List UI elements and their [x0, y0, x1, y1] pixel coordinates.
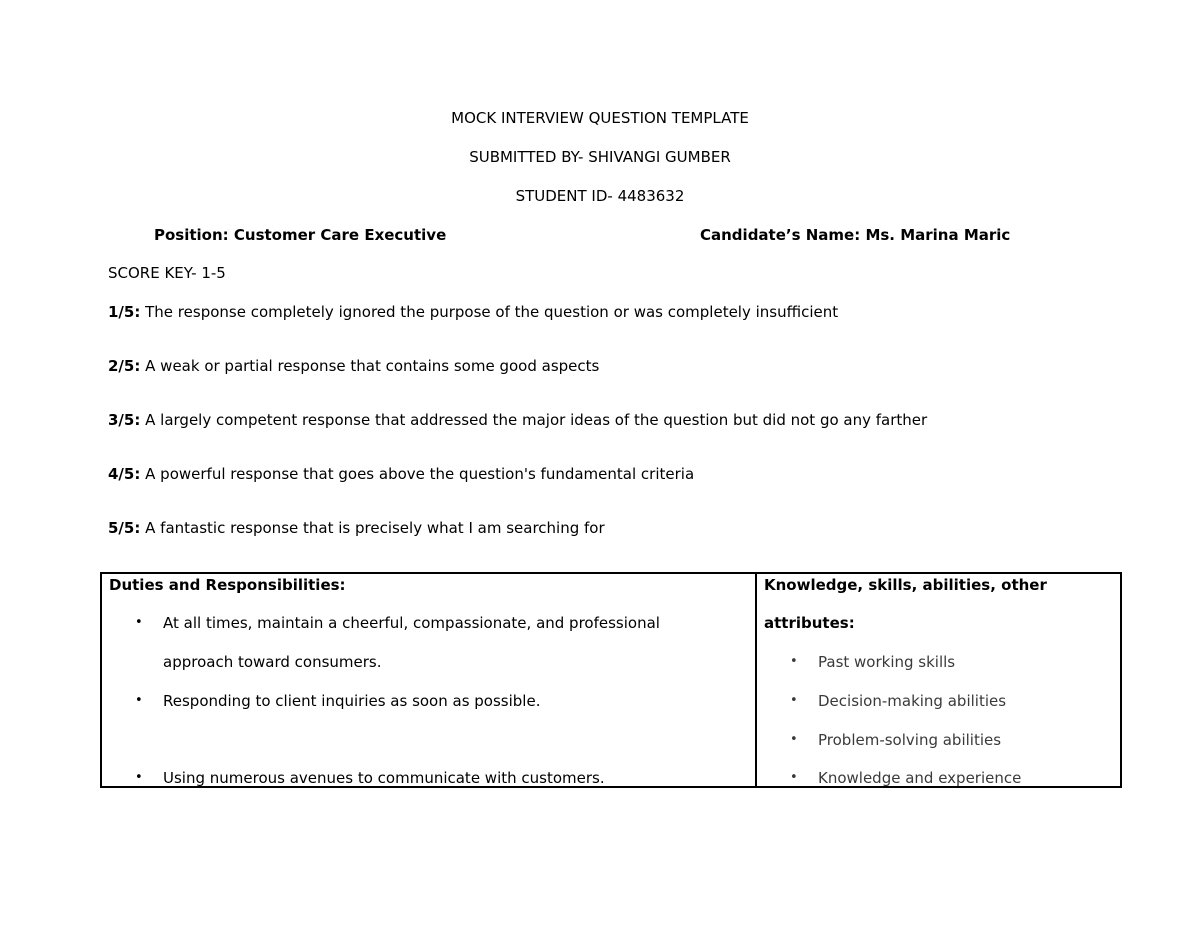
duty-item-text-continued: approach toward consumers.: [163, 653, 382, 671]
ksao-item: Knowledge and experience: [818, 769, 1022, 787]
candidate-name: Candidate’s Name: Ms. Marina Maric: [700, 226, 1011, 244]
score-key-title: SCORE KEY- 1-5: [108, 264, 226, 282]
ksao-heading-continued: attributes:: [764, 614, 855, 632]
score-description: A weak or partial response that contains some good aspects: [145, 357, 600, 375]
ksao-item: Problem-solving abilities: [818, 731, 1002, 749]
score-value: 2/5:: [108, 357, 141, 375]
score-key-item: [108, 356, 599, 376]
duty-item-text: At all times, maintain a cheerful, compassionate, and professional: [163, 614, 660, 632]
score-value: 4/5:: [108, 465, 141, 483]
score-key-item: [108, 302, 838, 322]
score-description: A largely competent response that addressed the major ideas of the question but did not go any farther: [145, 411, 928, 429]
ksao-heading: Knowledge, skills, abilities, other: [764, 576, 1047, 594]
position-label: Position: Customer Care Executive: [154, 226, 447, 244]
ksao-item: Decision-making abilities: [818, 692, 1007, 710]
ksao-item: Past working skills: [818, 653, 956, 671]
bullet-icon: •: [790, 693, 798, 708]
score-key-item: [108, 410, 927, 430]
table-column-divider: [755, 574, 757, 786]
score-value: 3/5:: [108, 411, 141, 429]
bullet-icon: •: [135, 693, 143, 708]
bullet-icon: •: [135, 615, 143, 630]
duty-item-text: Responding to client inquiries as soon as possible.: [163, 692, 541, 710]
score-key-item: [108, 518, 605, 538]
submitted-by: SUBMITTED BY- SHIVANGI GUMBER: [469, 148, 731, 166]
score-key-item: [108, 464, 694, 484]
score-description: The response completely ignored the purpose of the question or was completely insufficient: [145, 303, 839, 321]
student-id: STUDENT ID- 4483632: [515, 187, 685, 205]
bullet-icon: •: [135, 770, 143, 785]
bullet-icon: •: [790, 732, 798, 747]
duties-table: [100, 572, 1122, 788]
bullet-icon: •: [790, 770, 798, 785]
score-description: A powerful response that goes above the question's fundamental criteria: [145, 465, 695, 483]
score-value: 5/5:: [108, 519, 141, 537]
document-title: MOCK INTERVIEW QUESTION TEMPLATE: [451, 109, 749, 127]
duty-item-text: Using numerous avenues to communicate with customers.: [163, 769, 605, 787]
score-value: 1/5:: [108, 303, 141, 321]
duties-heading: Duties and Responsibilities:: [109, 576, 346, 594]
bullet-icon: •: [790, 654, 798, 669]
score-description: A fantastic response that is precisely what I am searching for: [145, 519, 605, 537]
